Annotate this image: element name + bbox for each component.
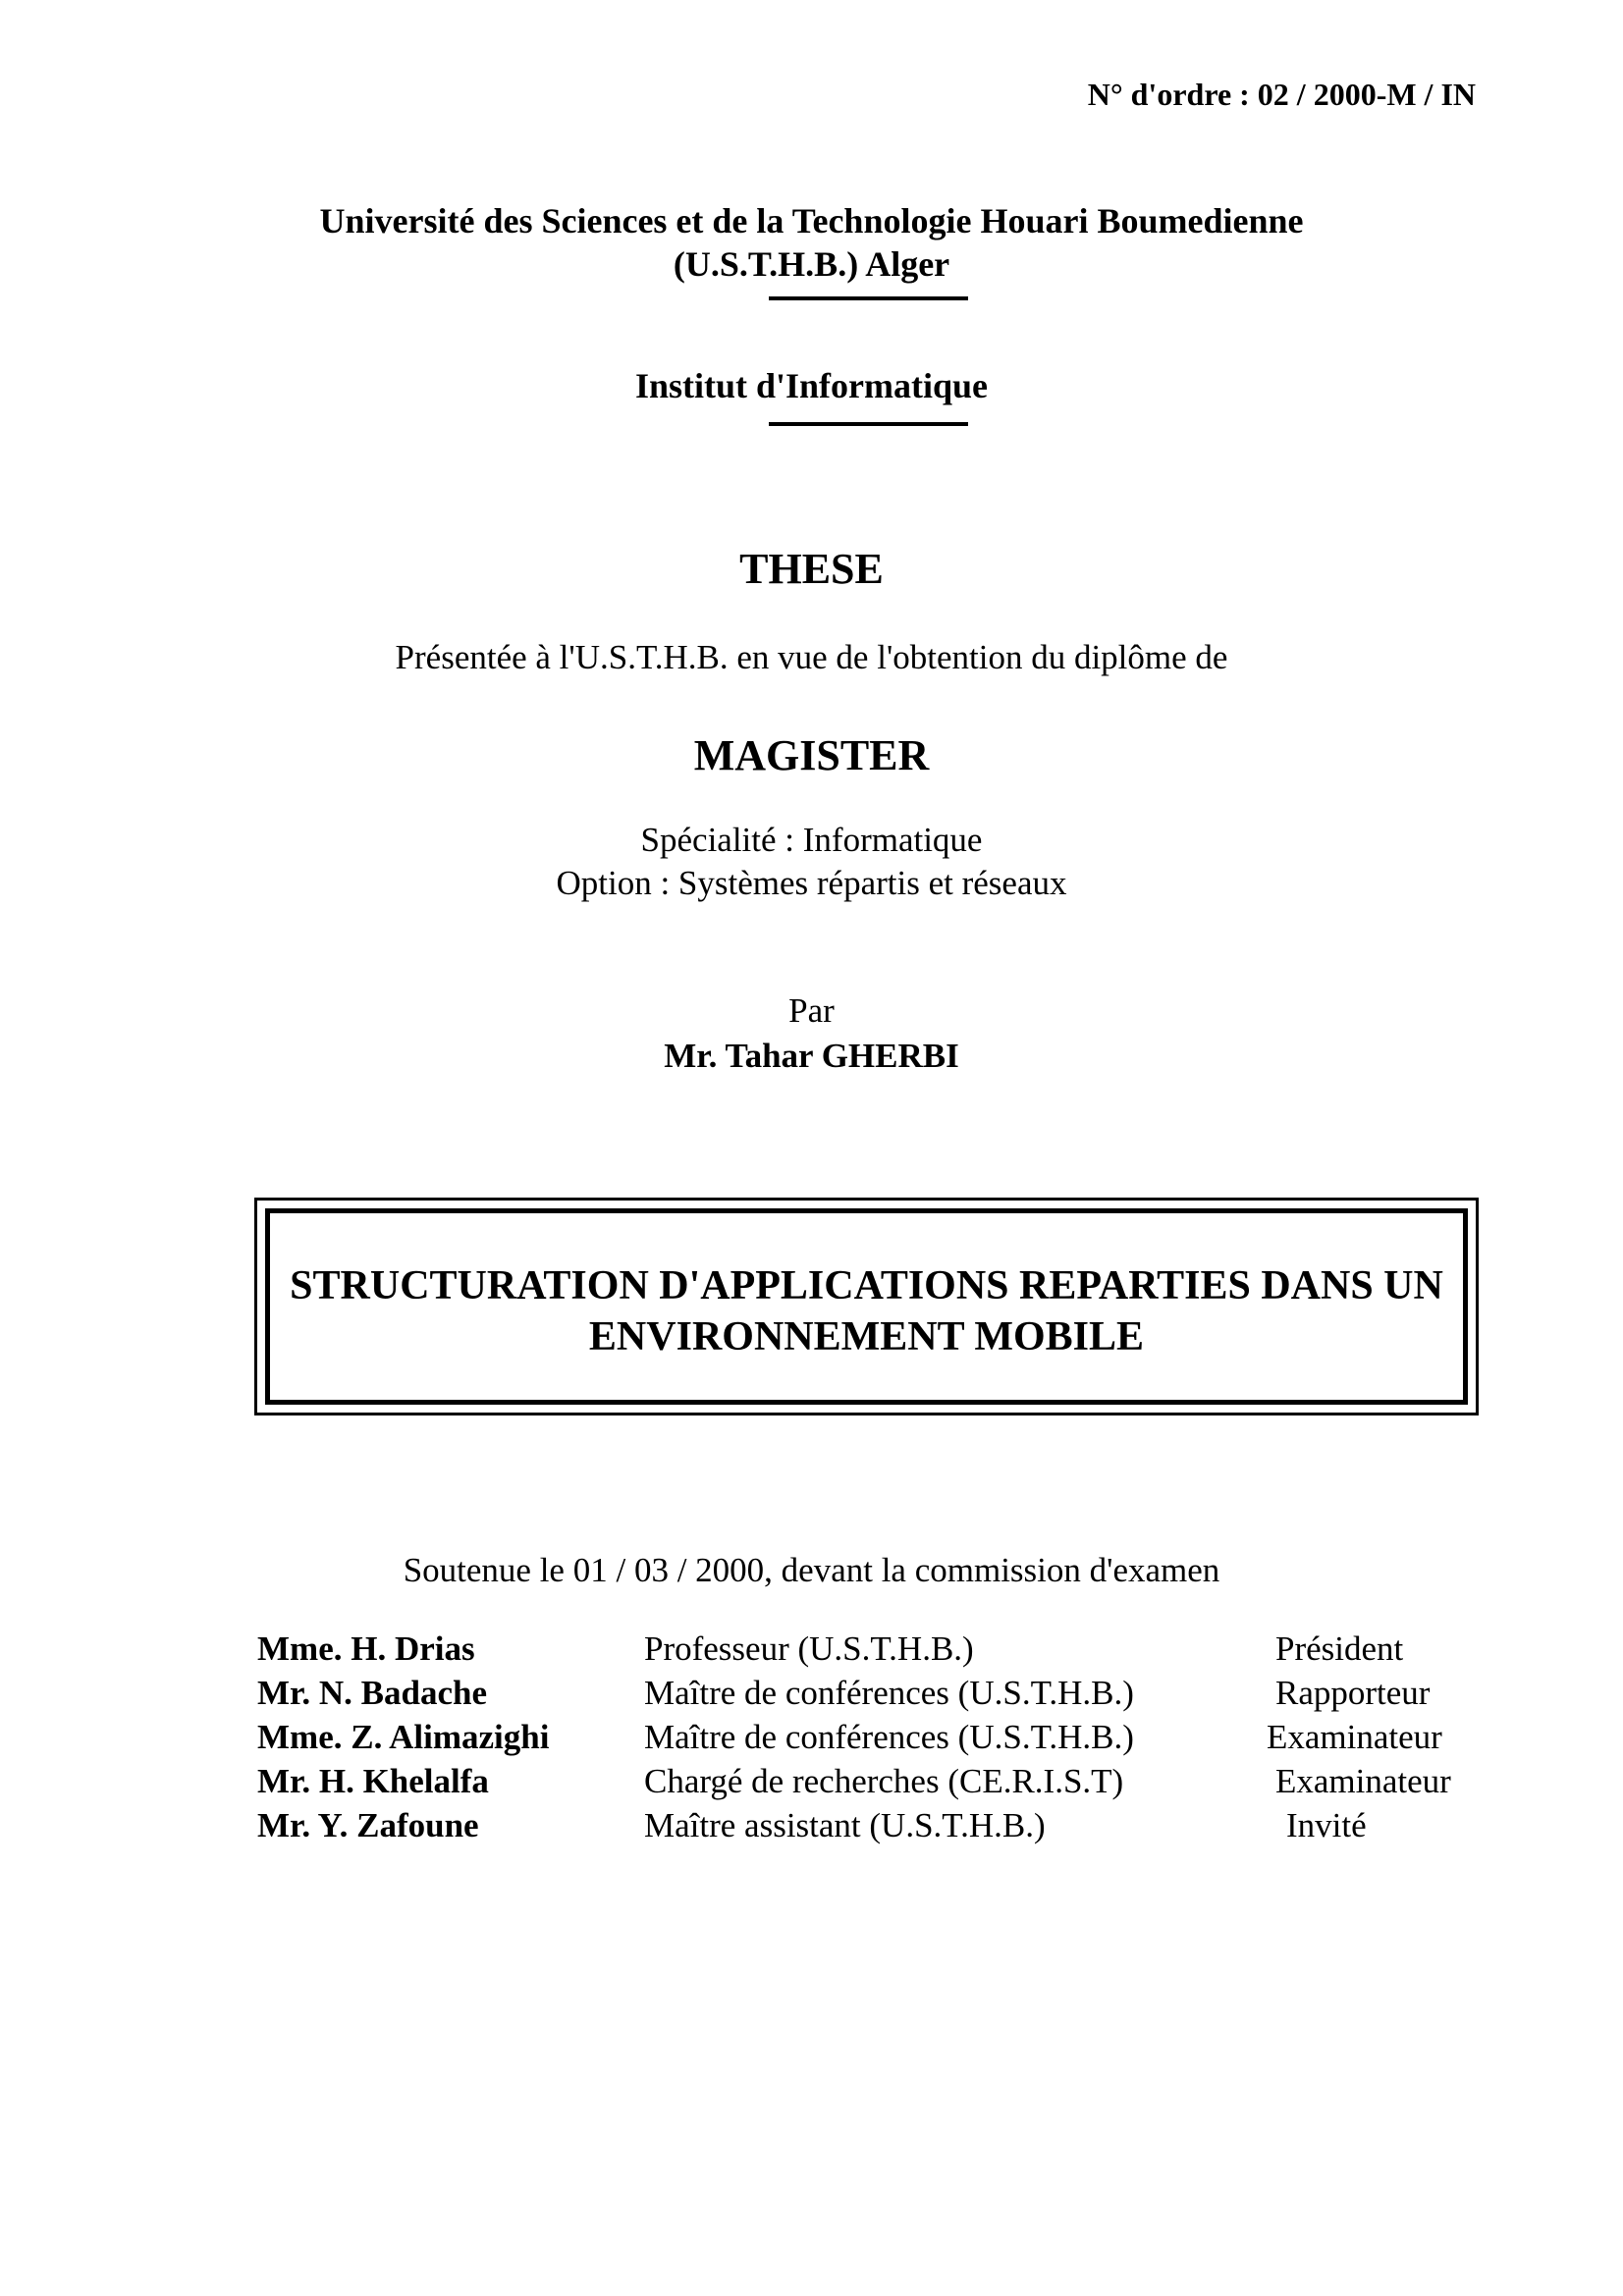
member-title: Chargé de recherches (CE.R.I.S.T) <box>644 1762 1124 1800</box>
speciality: Spécialité : Informatique <box>640 821 983 859</box>
institute-name: Institut d'Informatique <box>634 366 989 405</box>
member-role: Président <box>1275 1629 1404 1668</box>
university-abbreviation: (U.S.T.H.B.) Alger <box>673 244 950 284</box>
thesis-title: STRUCTURATION D'APPLICATIONS REPARTIES DANS UN ENVIRONNEMENT MOBILE <box>290 1263 1443 1360</box>
presented-statement: Présentée à l'U.S.T.H.B. en vue de l'obtention du diplôme de <box>395 638 1228 676</box>
committee-member <box>257 1674 1494 1718</box>
document-type: THESE <box>739 545 884 593</box>
divider <box>769 422 968 426</box>
committee-list <box>257 1629 1494 1850</box>
defense-statement: Soutenue le 01 / 03 / 2000, devant la commission d'examen <box>403 1551 1220 1589</box>
committee-member <box>257 1629 1494 1674</box>
title-box <box>254 1198 1479 1415</box>
member-title: Maître de conférences (U.S.T.H.B.) <box>644 1718 1134 1756</box>
member-role: Invité <box>1286 1806 1367 1844</box>
title-box-inner-border <box>265 1208 1468 1405</box>
member-role: Examinateur <box>1275 1762 1451 1800</box>
member-name: Mme. H. Drias <box>257 1629 475 1668</box>
by-label: Par <box>788 991 835 1030</box>
degree-name: MAGISTER <box>693 731 930 779</box>
member-name: Mme. Z. Alimazighi <box>257 1718 550 1756</box>
member-name: Mr. Y. Zafoune <box>257 1806 479 1844</box>
divider <box>769 296 968 300</box>
option: Option : Systèmes répartis et réseaux <box>556 864 1067 902</box>
member-name: Mr. N. Badache <box>257 1674 487 1712</box>
order-number: N° d'ordre : 02 / 2000-M / IN <box>1087 77 1476 112</box>
committee-member <box>257 1718 1494 1762</box>
member-title: Maître de conférences (U.S.T.H.B.) <box>644 1674 1134 1712</box>
member-title: Maître assistant (U.S.T.H.B.) <box>644 1806 1046 1844</box>
university-name: Université des Sciences et de la Technologie Houari Boumedienne <box>319 201 1304 240</box>
committee-member <box>257 1762 1494 1806</box>
member-role: Rapporteur <box>1275 1674 1431 1712</box>
member-name: Mr. H. Khelalfa <box>257 1762 489 1800</box>
member-title: Professeur (U.S.T.H.B.) <box>644 1629 974 1668</box>
member-role: Examinateur <box>1267 1718 1442 1756</box>
author-name: Mr. Tahar GHERBI <box>664 1037 959 1075</box>
committee-member <box>257 1806 1494 1850</box>
